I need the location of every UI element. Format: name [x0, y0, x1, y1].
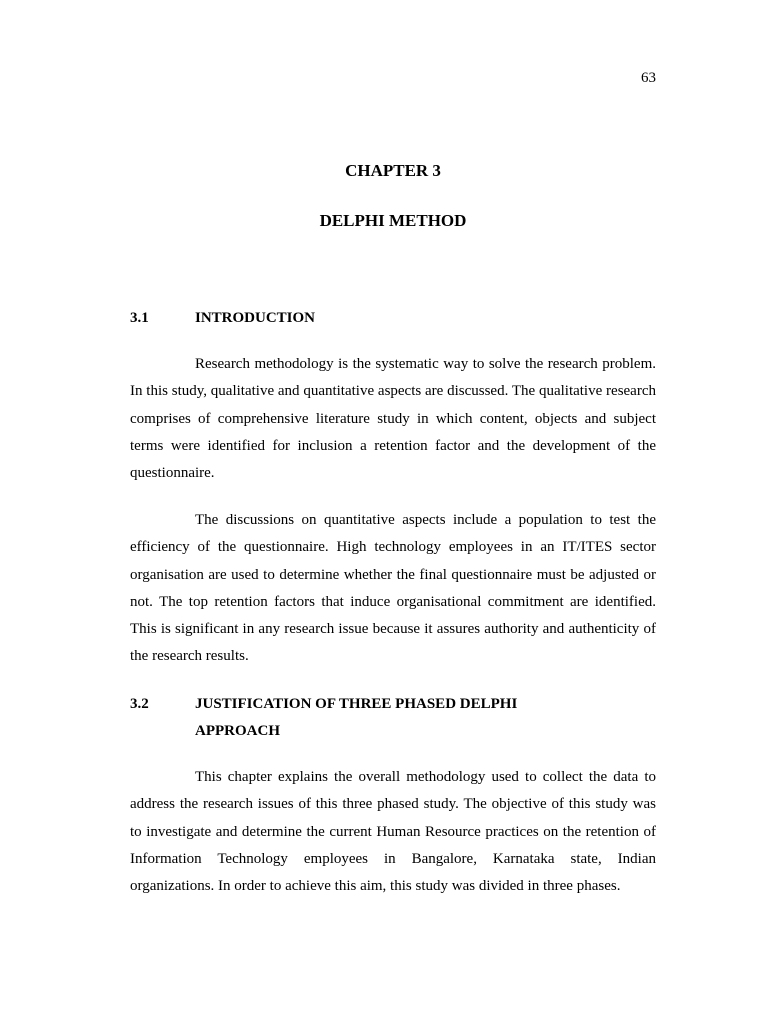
section-title-line-1: JUSTIFICATION OF THREE PHASED DELPHI: [195, 696, 518, 712]
section-heading-3-1: [130, 305, 656, 332]
section-number: 3.2: [130, 696, 149, 712]
paragraph-justification-1: This chapter explains the overall methodology used to collect the data to address the research issues of this three phased study. The objective of this study was to investigate and determine the current Human Resource practices on the retention of Information Technology employees in Bangalore, Karnataka state, Indian organizations. In order to achieve this aim, this study was divided in three phases.: [130, 769, 656, 895]
page-number: 63: [641, 70, 656, 86]
chapter-subtitle: DELPHI METHOD: [319, 211, 467, 230]
section-title-line-2: APPROACH: [195, 723, 280, 739]
section-number: 3.1: [130, 310, 149, 326]
paragraph-intro-2: The discussions on quantitative aspects include a population to test the efficiency of the questionnaire. High technology employees in an IT/ITES sector organisation are used to determine whether the final questionnaire must be adjusted or not. The top retention factors that induce organisational commitment are identified. This is significant in any research issue because it assures authority and authenticity of the research results.: [130, 512, 656, 665]
paragraph-intro-1: Research methodology is the systematic way to solve the research problem. In this study, qualitative and quantitative aspects are discussed. The qualitative research comprises of comprehensive literature study in which content, objects and subject terms were identified for inclusion a retention factor and the development of the questionnaire.: [130, 356, 656, 482]
section-title: INTRODUCTION: [195, 310, 316, 326]
section-heading-3-2: [130, 691, 656, 745]
chapter-title: CHAPTER 3: [345, 161, 441, 180]
